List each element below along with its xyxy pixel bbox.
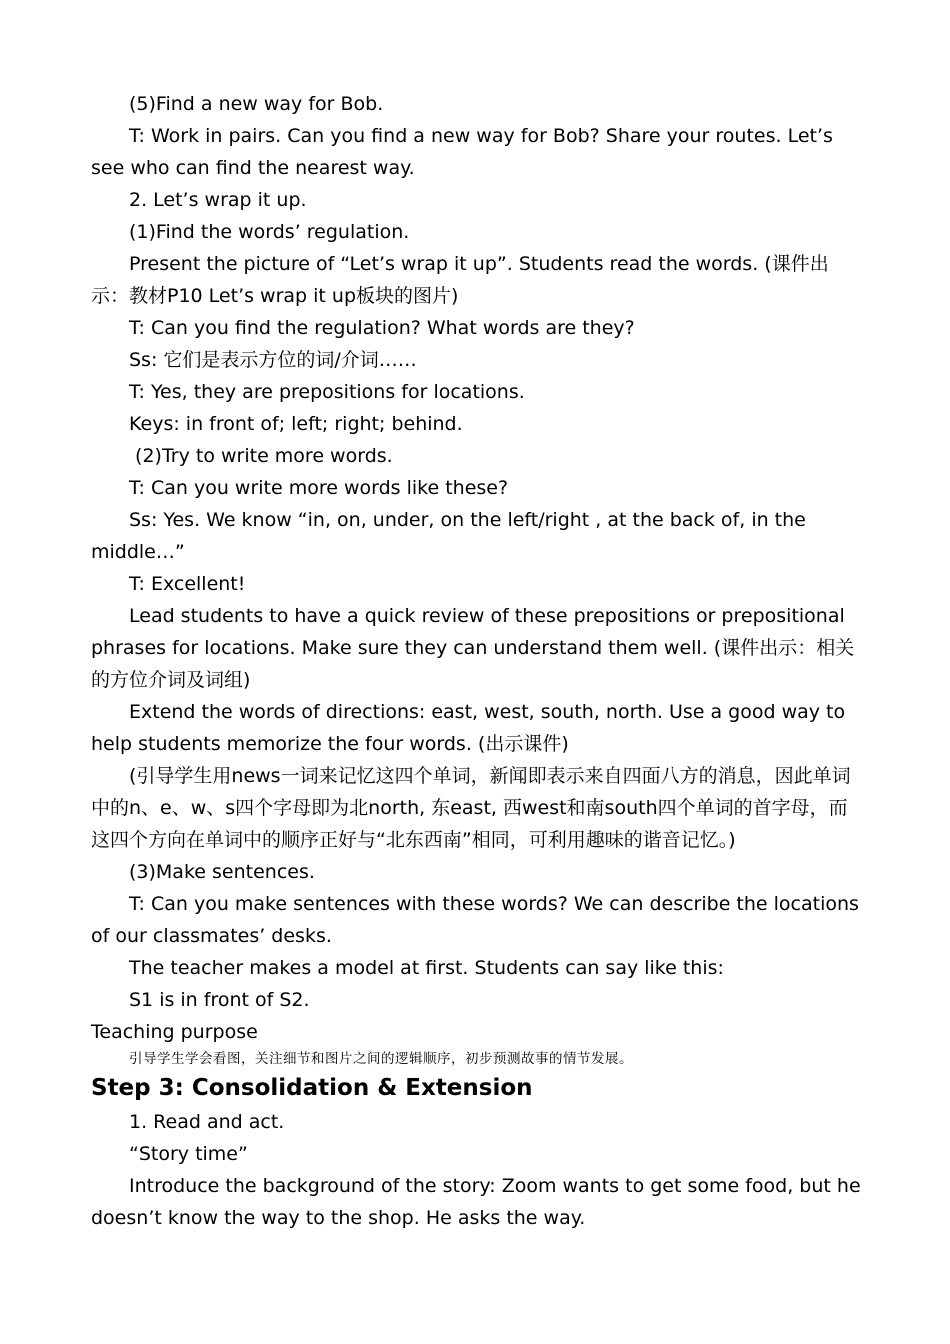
paragraph: (1)Find the words’ regulation. — [129, 221, 410, 243]
paragraph: Present the picture of “Let’s wrap it up”. Students read the words. (课件出示：教材P10 Let’s wrap it up板块的图片) — [91, 253, 829, 307]
paragraph: Lead students to have a quick review of these prepositions or prepositional phrases for locations. Make sure they can understand them well. (课件出示：相关的方位介词及词组) — [91, 605, 855, 691]
paragraph: (3)Make sentences. — [129, 861, 315, 883]
paragraph: The teacher makes a model at first. Students can say like this: — [129, 957, 724, 979]
paragraph: Ss: Yes. We know “in, on, under, on the left/right , at the back of, in the middle…” — [91, 509, 806, 563]
paragraph: 2. Let’s wrap it up. — [129, 189, 307, 211]
paragraph: T: Can you make sentences with these words? We can describe the locations of our classmates’ desks. — [91, 893, 859, 947]
paragraph: (引导学生用news一词来记忆这四个单词，新闻即表示来自四面八方的消息，因此单词中的n、e、w、s四个字母即为北north, 东east, 西west和南south四个单词的首字母，而这四个方向在单词中的顺序正好与“北东西南”相同，可利用趣味的谐音记忆。) — [91, 765, 851, 851]
paragraph: Introduce the background of the story: Zoom wants to get some food, but he doesn’t know the way to the shop. He asks the way. — [91, 1175, 861, 1229]
paragraph: Ss: 它们是表示方位的词/介词…… — [129, 349, 417, 371]
teaching-purpose-text: 引导学生学会看图，关注细节和图片之间的逻辑顺序，初步预测故事的情节发展。 — [129, 1051, 633, 1067]
step-heading: Step 3: Consolidation & Extension — [91, 1075, 533, 1101]
paragraph: T: Can you write more words like these? — [129, 477, 509, 499]
paragraph: T: Work in pairs. Can you find a new way for Bob? Share your routes. Let’s see who can find the nearest way. — [91, 125, 833, 179]
teaching-purpose-label: Teaching purpose — [91, 1021, 258, 1043]
paragraph: Extend the words of directions: east, west, south, north. Use a good way to help students memorize the four words. (出示课件) — [91, 701, 846, 755]
paragraph: 1. Read and act. — [129, 1111, 285, 1133]
paragraph: (2)Try to write more words. — [129, 445, 393, 467]
paragraph: “Story time” — [129, 1143, 248, 1165]
paragraph: (5)Find a new way for Bob. — [129, 93, 384, 115]
paragraph: S1 is in front of S2. — [129, 989, 310, 1011]
document-body — [91, 88, 861, 1234]
paragraph: T: Yes, they are prepositions for locations. — [129, 381, 525, 403]
paragraph: Keys: in front of; left; right; behind. — [129, 413, 463, 435]
paragraph: T: Can you find the regulation? What words are they? — [129, 317, 635, 339]
paragraph: T: Excellent! — [129, 573, 246, 595]
